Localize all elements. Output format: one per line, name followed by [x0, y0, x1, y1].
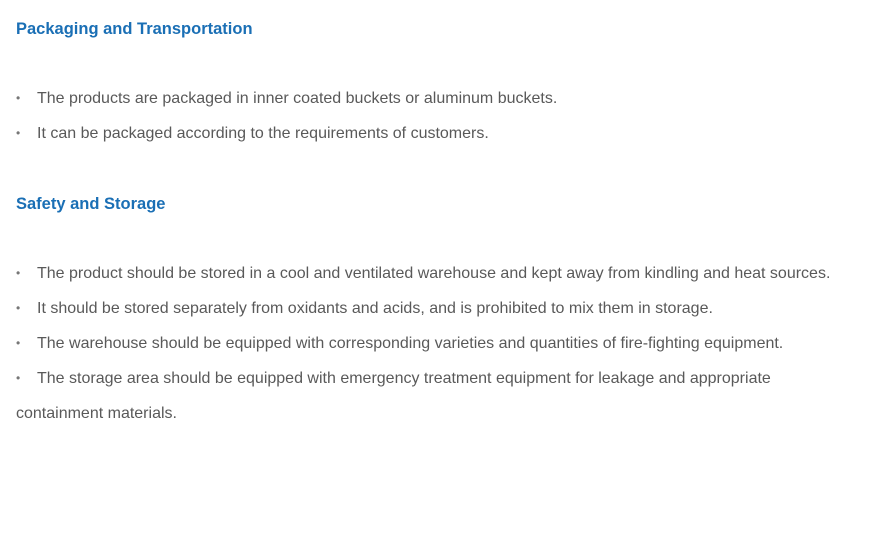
list-item-text: The warehouse should be equipped with corresponding varieties and quantities of fire-fighting equipment.: [37, 335, 784, 352]
bullet-icon: •: [16, 301, 21, 315]
packaging-list: [16, 81, 856, 151]
list-item-text: The storage area should be equipped with emergency treatment equipment for leakage and appropriate containment materials.: [16, 370, 771, 422]
safety-heading: Safety and Storage: [16, 195, 166, 213]
list-item-text: It can be packaged according to the requirements of customers.: [37, 125, 489, 142]
list-item-text: The products are packaged in inner coated buckets or aluminum buckets.: [37, 90, 558, 107]
list-item: [16, 81, 856, 116]
packaging-heading: Packaging and Transportation: [16, 20, 253, 38]
list-item: [16, 256, 856, 291]
bullet-icon: •: [16, 336, 21, 350]
list-item: [16, 291, 856, 326]
list-item: [16, 326, 856, 361]
bullet-icon: •: [16, 126, 21, 140]
list-item: [16, 116, 856, 151]
list-item: [16, 361, 856, 431]
bullet-icon: •: [16, 371, 21, 385]
list-item-text: It should be stored separately from oxidants and acids, and is prohibited to mix them in storage.: [37, 300, 713, 317]
safety-list: [16, 256, 856, 431]
bullet-icon: •: [16, 91, 21, 105]
bullet-icon: •: [16, 266, 21, 280]
list-item-text: The product should be stored in a cool and ventilated warehouse and kept away from kindling and heat sources.: [37, 265, 831, 282]
